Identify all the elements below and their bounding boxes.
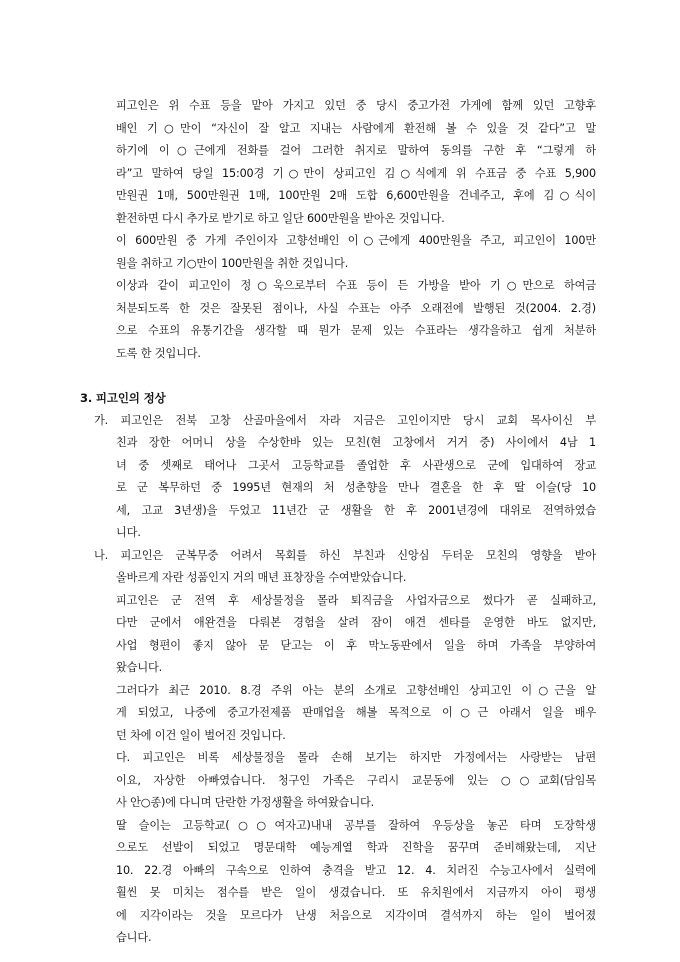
text-line: 처분되도록 한 것은 잘못된 점이나, 사실 수표는 아주 오래전에 발행된 것(2004. 2.경) — [116, 302, 596, 315]
text-line: 이요, 자상한 아빠였습니다. 청구인 가족은 구리시 교문동에 있는 ○○교회(담임목 — [116, 774, 596, 787]
text-line: 딸 슬이는 고등학교(○○여자고)내내 공부를 잘하여 우등상을 놓곤 타며 도장학생 — [116, 819, 596, 832]
text-line: 그러다가 최근 2010. 8.경 주위 아는 분의 소개로 고향선배인 상피고인 이○근을 알 — [116, 684, 596, 697]
list-item-line: 다. 피고인은 비록 세상물정을 몰라 손해 보기는 하지만 가정에서는 사랑받는 남편 — [116, 751, 596, 764]
text-line: 으로 수표의 유통기간을 생각할 때 뭔가 문제 있는 수표라는 생각을하고 쉽게 처분하 — [116, 324, 596, 337]
text-line: 다만 군에서 애완견을 다뤄본 경험을 살려 잠이 애견 센타를 운영한 바도 없지만, — [116, 616, 596, 629]
text-line: 로 군 복무하던 중 1995년 현재의 처 성춘향을 만나 결혼을 한 후 딸 이슬(당 10 — [116, 481, 596, 494]
text-line: 녀 중 셋째로 태어나 그곳서 고등학교를 졸업한 후 사관생으로 군에 입대하여 장교 — [116, 459, 596, 472]
text-line: 훨씬 못 미치는 점수를 받은 일이 생겼습니다. 또 유치원에서 지금까지 아이 평생 — [116, 886, 596, 899]
list-item-line: 가. 피고인은 전북 고창 산골마을에서 자라 지금은 고인이지만 당시 교회 목사이신 부 — [94, 414, 596, 427]
text-line: 10. 22.경 아빠의 구속으로 인하여 충격을 받고 12. 4. 치러진 수능고사에서 실력에 — [116, 864, 596, 877]
text-line: 습니다. — [116, 931, 152, 944]
text-line: 친과 장한 어머니 상을 수상한바 있는 모친(현 고창에서 거거 중) 사이에서 4남 1 — [116, 436, 596, 449]
text-line: 피고인은 군 전역 후 세상물정을 몰라 퇴직금을 사업자금으로 썼다가 곧 실패하고, — [116, 594, 596, 607]
text-line: 게 되었고, 나중에 중고가전제품 판매업을 해볼 목적으로 이○근 아래서 일을 배우 — [116, 706, 596, 719]
section-heading: 3. 피고인의 정상 — [80, 391, 166, 405]
text-line: 배인 기○만이 “자신이 잘 알고 지내는 사람에게 환전해 볼 수 있을 것 같다”고 말 — [116, 122, 596, 135]
text-line: 라”고 말하여 당일 15:00경 기○만이 상피고인 김○식에게 위 수표금 중 수표 5,900 — [116, 167, 596, 180]
text-line: 으로도 선발이 되었고 명문대학 예능계열 학과 진학을 꿈꾸며 준비해왔는데, 지난 — [116, 841, 596, 854]
text-line: 던 차에 이건 일이 벌어진 것입니다. — [116, 729, 286, 742]
list-item-line: 나. 피고인은 군복무중 어려서 목회를 하신 부친과 신앙심 두터운 모친의 영향을 받아 — [94, 549, 596, 562]
text-line: 환전하면 다시 추가로 받기로 하고 일단 600만원을 받아온 것입니다. — [116, 212, 445, 225]
text-line: 세, 고교 3년생)을 두었고 11년간 군 생활을 한 후 2001년경에 대위로 전역하였습 — [116, 504, 596, 517]
text-line: 사업 형편이 좋지 않아 문 닫고는 이 후 막노동판에서 일을 하며 가족을 부양하여 — [116, 639, 596, 652]
text-line: 니다. — [116, 526, 141, 539]
text-line: 왔습니다. — [116, 661, 163, 674]
text-line: 원을 취하고 기○만이 100만원을 취한 것입니다. — [116, 257, 349, 270]
text-line: 사 안○종)에 다니며 단란한 가정생활을 하여왔습니다. — [116, 796, 375, 809]
text-line: 만원권 1매, 500만원권 1매, 100만원 2매 도합 6,600만원을 건네주고, 후에 김○식이 — [116, 189, 596, 202]
text-line: 하기에 이○근에게 전화를 걸어 그러한 취지로 말하여 동의를 구한 후 “그렇게 하 — [116, 144, 596, 157]
text-line: 에 지각이라는 것을 모르다가 난생 처음으로 지각이며 결석까지 하는 일이 벌어졌 — [116, 909, 596, 922]
text-line: 이상과 같이 피고인이 정○욱으로부터 수표 등이 든 가방을 받아 기○만으로 하여금 — [116, 279, 596, 292]
text-line: 피고인은 위 수표 등을 맡아 가지고 있던 중 당시 중고가전 가게에 함께 있던 고향후 — [116, 99, 596, 112]
text-line: 이 600만원 중 가게 주인이자 고향선배인 이○근에게 400만원을 주고, 피고인이 100만 — [116, 234, 596, 247]
text-line: 도록 한 것입니다. — [116, 347, 201, 360]
text-line: 올바르게 자란 성품인지 거의 매년 표창장을 수여받았습니다. — [116, 571, 407, 584]
